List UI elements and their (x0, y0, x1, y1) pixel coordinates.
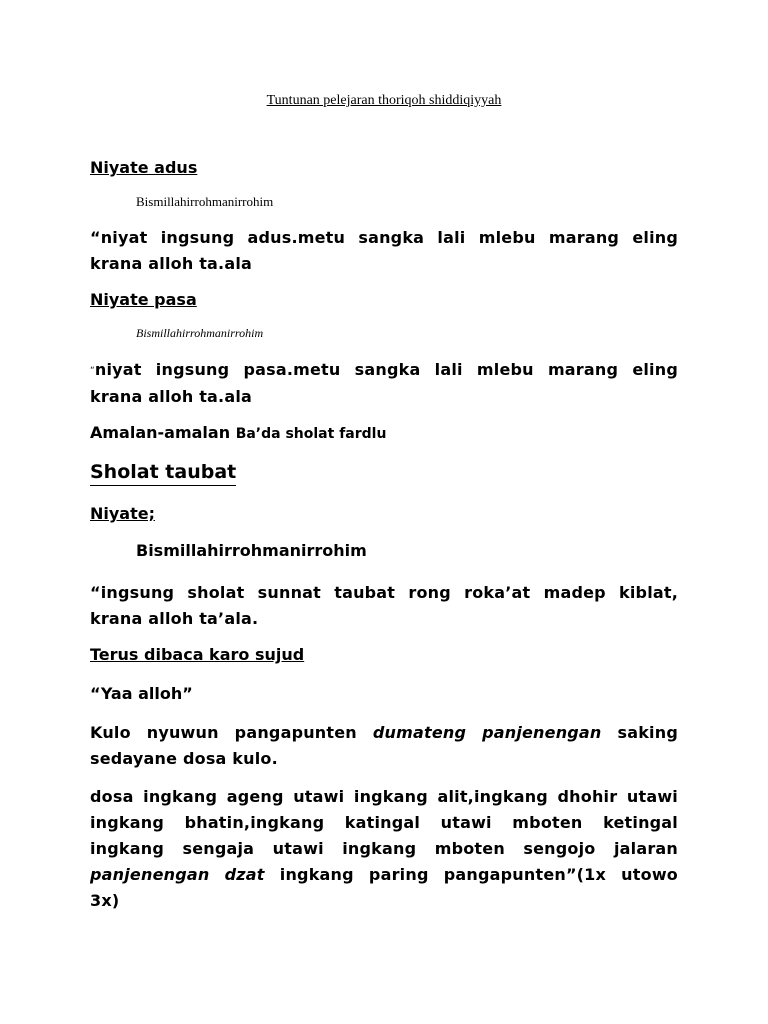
paragraph-line: sedayane dosa kulo. (90, 749, 278, 768)
paragraph-line: krana alloh ta.ala (90, 387, 253, 406)
paragraph-line: dosa ingkang ageng utawi ingkang alit,ingkang dhohir utawi (90, 787, 678, 806)
heading-niyate-pasa: Niyate pasa (90, 290, 197, 309)
niyat-adus-paragraph (90, 225, 678, 277)
bismillah-text: Bismillahirrohmanirrohim (136, 541, 367, 560)
kulo-paragraph (90, 720, 678, 772)
paragraph-line: “niyat ingsung adus.metu sangka lali mlebu marang eling (90, 228, 678, 247)
bismillah-text: Bismillahirrohmanirrohim (136, 326, 264, 340)
paragraph-line (90, 357, 678, 384)
heading-sholat-taubat: Sholat taubat (90, 461, 236, 486)
paragraph-line: krana alloh ta.ala (90, 254, 253, 273)
bismillah-text: Bismillahirrohmanirrohim (136, 194, 274, 209)
open-quote: “ (90, 366, 95, 376)
paragraph-line: 3x) (90, 891, 120, 910)
heading-niyate-adus: Niyate adus (90, 158, 198, 177)
document-title: Tuntunan pelejaran thoriqoh shiddiqiyyah (266, 93, 502, 108)
yaa-alloh-text: “Yaa alloh” (90, 684, 193, 703)
amalan-title: Amalan-amalan (90, 423, 231, 442)
heading-terus-dibaca: Terus dibaca karo sujud (90, 645, 305, 664)
kulo-text-b: saking (617, 723, 678, 742)
paragraph-line (90, 862, 678, 888)
niyat-pasa-paragraph (90, 357, 678, 410)
kulo-text-a: Kulo nyuwun pangapunten (90, 723, 357, 742)
amalan-subtitle: Ba’da sholat fardlu (235, 426, 387, 442)
dosa-italic-text: panjenengan dzat (90, 865, 265, 884)
dosa-rest-text: ingkang paring pangapunten”(1x utowo (279, 865, 678, 884)
amalan-line (90, 423, 386, 442)
paragraph-line: “ingsung sholat sunnat taubat rong roka’at madep kiblat, (90, 583, 678, 602)
paragraph-line: krana alloh ta’ala. (90, 609, 259, 628)
dosa-paragraph (90, 784, 678, 914)
paragraph-line: ingkang sengaja utawi ingkang mboten sengojo jalaran (90, 839, 678, 858)
paragraph-line (90, 720, 678, 746)
heading-niyate: Niyate; (90, 504, 155, 523)
paragraph-line: ingkang bhatin,ingkang katingal utawi mboten ketingal (90, 813, 678, 832)
paragraph-line-text: niyat ingsung pasa.metu sangka lali mlebu marang eling (94, 360, 678, 379)
niyat-taubat-paragraph (90, 580, 678, 632)
kulo-italic-text: dumateng panjenengan (372, 723, 602, 742)
